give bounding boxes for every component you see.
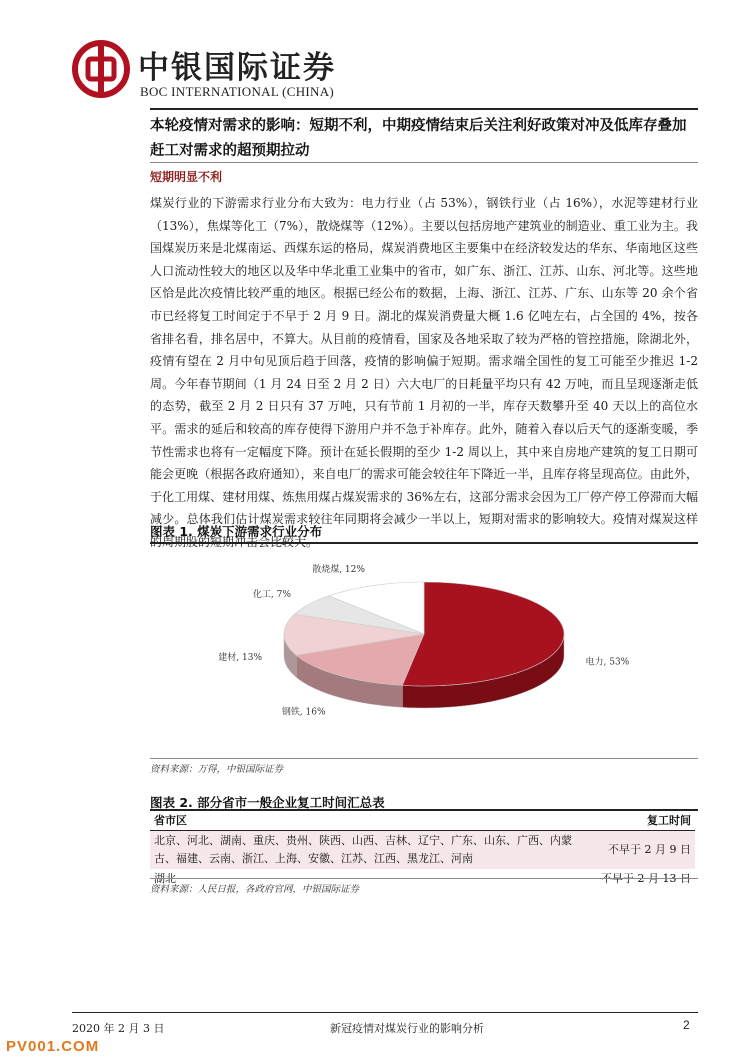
- boc-logo-icon: [72, 40, 130, 98]
- section-headline: 本轮疫情对需求的影响：短期不利，中期疫情结束后关注利好政策对冲及低库存叠加赶工对需求的超预期拉动: [150, 118, 687, 159]
- company-logo: [72, 40, 336, 104]
- header-time: 复工时间: [597, 810, 695, 831]
- footer-rule: [72, 1012, 698, 1013]
- pie-label-0: 电力, 53%: [585, 657, 630, 668]
- row-region: 湖北: [154, 872, 176, 885]
- pie-label-2: 建材, 13%: [218, 653, 263, 664]
- page-number: 2: [683, 1018, 690, 1032]
- subheading: 短期明显不利: [150, 170, 223, 184]
- pie-label-4: 散烧煤, 12%: [312, 564, 365, 575]
- table-row: [150, 831, 695, 870]
- figure2-bottom-rule: [150, 878, 698, 879]
- watermark: PV001.COM: [6, 1038, 100, 1055]
- figure1-bottom-rule: [150, 758, 698, 759]
- figure2-source: 资料来源：人民日报，各政府官网，中银国际证券: [150, 884, 360, 895]
- pie-label-3: 化工, 7%: [252, 590, 291, 601]
- pie-label-1: 钢铁, 16%: [281, 707, 326, 718]
- footer-title: 新冠疫情对煤炭行业的影响分析: [330, 1022, 484, 1035]
- row-region: 北京、河北、湖南、重庆、贵州、陕西、山西、吉林、辽宁、广东、山东、广西、内蒙古、福建、云南、浙江、上海、安徽、江苏、江西、黑龙江、河南: [150, 831, 597, 870]
- headline-rule: [150, 162, 698, 163]
- row-time: 不早于 2 月 13 日: [601, 872, 691, 885]
- figure1-rule: [150, 542, 698, 544]
- footer-date: 2020 年 2 月 3 日: [72, 1022, 165, 1035]
- figure1-title: 图表 1. 煤炭下游需求行业分布: [150, 524, 323, 539]
- figure1-source: 资料来源：万得，中银国际证券: [150, 764, 284, 775]
- demand-distribution-pie-chart: [150, 556, 698, 746]
- logo-english-name: BOC INTERNATIONAL (CHINA): [140, 84, 335, 99]
- table-header-row: [150, 810, 695, 831]
- logo-chinese-name: 中银国际证券: [138, 50, 336, 86]
- row-time: 不早于 2 月 9 日: [597, 831, 695, 870]
- figure2-title: 图表 2. 部分省市一般企业复工时间汇总表: [150, 795, 385, 810]
- header-region: 省市区: [150, 810, 597, 831]
- header-rule: [150, 108, 698, 110]
- body-paragraph: 煤炭行业的下游需求行业分布大致为：电力行业（占 53%），钢铁行业（占 16%），水泥等建材行业（13%），焦煤等化工（7%），散烧煤等（12%）。主要以包括房地产建筑业的制造业、重工业为主。我国煤炭历来是北煤南运、西煤东运的格局，煤炭消费地区主要集中在经济较发达的华东、华南地区这些人口流动性较大的地区以及华中华北重工业集中的省市，如广东、浙江、江苏、山东、河北等。这些地区恰是此次疫情比较严重的地区。根据已经公布的数据，上海、浙江、江苏、广东、山东等 20 余个省市已经将复工时间定于不早于 2 月 9 日。湖北的煤炭消费量大概 1.6 亿吨左右，占全国的 4%，按各省排名看，排名居中，不算大。从目前的疫情看，国家及各地采取了较为严格的管控措施，除湖北外，疫情有望在 2 月中旬见顶后趋于回落，疫情的影响偏于短期。需求端全国性的复工可能至少推迟 1-2 周。今年春节期间（1 月 24 日至 2 月 2 日）六大电厂的日耗量平均只有 42 万吨，而且呈现逐渐走低的态势，截至 2 月 2 日只有 37 万吨，只有节前 1 月初的一半，库存天数攀升至 40 天以上的高位水平。需求的延后和较高的库存使得下游用户并不急于补库存。此外，随着入春以后天气的逐渐变暖，季节性需求也将有一定幅度下降。预计在延长假期的至少 1-2 周以上，其中来自房地产建筑的复工日期可能会更晚（根据各政府通知），来自电厂的需求可能会较往年下降近一半，且库存将呈现高位。由此外，于化工用煤、建材用煤、炼焦用煤占煤炭需求的 36%左右，这部分需求会因为工厂停产停工停滞而大幅减少。总体我们估计煤炭需求较往年同期将会减少一半以上，短期对需求的影响较大。疫情对煤炭这样的周期股的短期冲击会比较大。: [150, 196, 698, 549]
